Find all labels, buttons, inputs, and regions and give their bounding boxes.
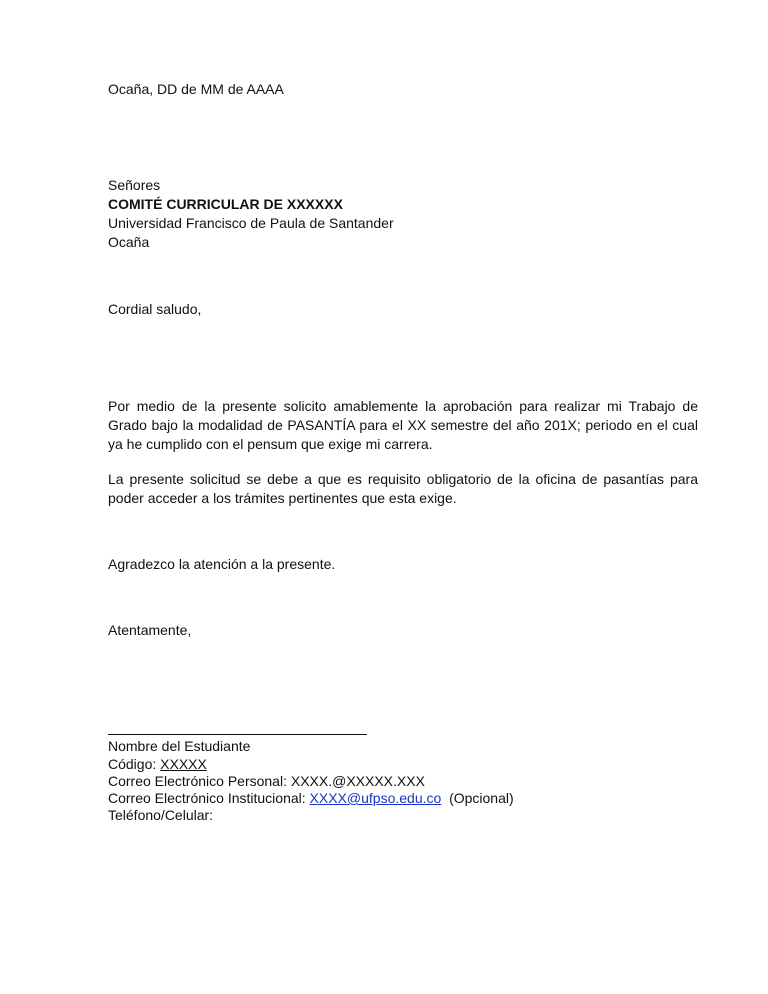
student-code-label: Código: [108,756,161,772]
institutional-email-note: (Opcional) [441,790,514,806]
student-name-label: Nombre del Estudiante [108,738,251,754]
recipient-salutation: Señores [108,177,161,193]
body-paragraph-1: Por medio de la presente solicito amablemente la aprobación para realizar mi Trabajo de Grado bajo la modalidad de PASANTÍA para el XX semestre del año 201X; periodo en el cual ya he cumplido con el pensum que exige mi carrera. [108,398,698,452]
institutional-email-label: Correo Electrónico Institucional: [108,790,310,806]
student-code-value: XXXXX [160,756,207,772]
thanks-line: Agradezco la atención a la presente. [108,556,336,572]
recipient-university: Universidad Francisco de Paula de Santander [108,215,394,231]
phone-label: Teléfono/Celular: [108,807,214,823]
signature-line [108,734,367,735]
body-paragraph-2: La presente solicitud se debe a que es requisito obligatorio de la oficina de pasantías para poder acceder a los trámites pertinentes que esta exige. [108,471,698,506]
personal-email-line: Correo Electrónico Personal: XXXX.@XXXXX.XXX [108,773,425,789]
recipient-committee: COMITÉ CURRICULAR DE XXXXXX [108,196,343,212]
recipient-city: Ocaña [108,234,150,250]
greeting: Cordial saludo, [108,301,202,317]
institutional-email-link[interactable]: XXXX@ufpso.edu.co [309,790,442,806]
date-line: Ocaña, DD de MM de AAAA [108,81,284,97]
closing-line: Atentamente, [108,622,192,638]
